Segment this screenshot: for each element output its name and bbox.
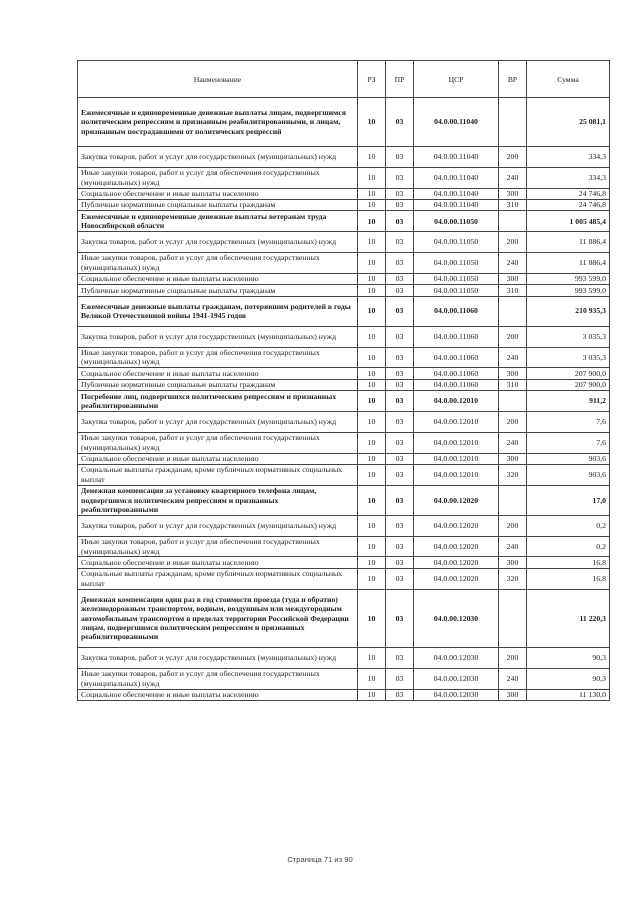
row-rz: 10 [358, 326, 386, 347]
row-name: Социальное обеспечение и иные выплаты населению [78, 368, 358, 379]
row-sum: 25 081,1 [527, 98, 610, 147]
row-vr: 320 [499, 464, 527, 485]
row-name: Закупка товаров, работ и услуг для государственных (муниципальных) нужд [78, 515, 358, 536]
table-row [78, 199, 610, 210]
row-pr: 03 [386, 689, 414, 700]
row-sum: 7,6 [527, 411, 610, 432]
table-row [78, 391, 610, 412]
row-csr: 04.0.00.11040 [414, 188, 499, 199]
row-name: Погребение лиц, подвергшихся политическим репрессиям и признанных реабилитированными [78, 391, 358, 412]
table-row [78, 568, 610, 589]
table-row [78, 689, 610, 700]
row-pr: 03 [386, 285, 414, 296]
row-pr: 03 [386, 252, 414, 273]
row-vr: 300 [499, 453, 527, 464]
row-rz: 10 [358, 347, 386, 368]
row-csr: 04.0.00.11060 [414, 296, 499, 326]
row-csr: 04.0.00.11050 [414, 273, 499, 284]
row-vr [499, 98, 527, 147]
row-name: Денежная компенсация за установку квартирного телефона лицам, подвергшимся политическим репрессиям и признанных реабилитированными [78, 485, 358, 515]
row-csr: 04.0.00.12020 [414, 557, 499, 568]
row-name: Закупка товаров, работ и услуг для государственных (муниципальных) нужд [78, 648, 358, 669]
row-csr: 04.0.00.11040 [414, 147, 499, 168]
row-name: Закупка товаров, работ и услуг для государственных (муниципальных) нужд [78, 411, 358, 432]
row-vr: 240 [499, 536, 527, 557]
row-rz: 10 [358, 411, 386, 432]
row-name: Закупка товаров, работ и услуг для государственных (муниципальных) нужд [78, 147, 358, 168]
row-sum: 11 220,3 [527, 589, 610, 647]
row-csr: 04.0.00.11050 [414, 211, 499, 232]
row-sum: 17,0 [527, 485, 610, 515]
table-body [78, 98, 610, 701]
row-name: Иные закупки товаров, работ и услуг для обеспечения государственных (муниципальных) нужд [78, 167, 358, 188]
table-header-row [78, 61, 610, 98]
row-rz: 10 [358, 273, 386, 284]
row-name: Денежная компенсация один раз в год стоимости проезда (туда и обратно) железнодорожным транспортом, водным, воздушным или междугородным автомобильным транспортом в пределах территории Российской Федерации лицам, подвергшимся политическим репрессиям и признанных реабилитированными [78, 589, 358, 647]
row-pr: 03 [386, 98, 414, 147]
row-csr: 04.0.00.12010 [414, 453, 499, 464]
row-sum: 24 746,8 [527, 188, 610, 199]
row-vr [499, 589, 527, 647]
row-vr: 240 [499, 432, 527, 453]
table-row [78, 147, 610, 168]
row-vr: 320 [499, 568, 527, 589]
row-rz: 10 [358, 689, 386, 700]
row-rz: 10 [358, 453, 386, 464]
row-pr: 03 [386, 515, 414, 536]
row-rz: 10 [358, 515, 386, 536]
table-row [78, 557, 610, 568]
row-name: Социальные выплаты гражданам, кроме публичных нормативных социальных выплат [78, 464, 358, 485]
row-name: Иные закупки товаров, работ и услуг для обеспечения государственных (муниципальных) нужд [78, 536, 358, 557]
row-vr: 310 [499, 285, 527, 296]
row-vr: 300 [499, 273, 527, 284]
row-name: Иные закупки товаров, работ и услуг для обеспечения государственных (муниципальных) нужд [78, 252, 358, 273]
row-name: Ежемесячные и единовременные денежные выплаты ветеранам труда Новосибирской области [78, 211, 358, 232]
row-rz: 10 [358, 147, 386, 168]
row-sum: 210 935,3 [527, 296, 610, 326]
row-vr: 200 [499, 147, 527, 168]
row-csr: 04.0.00.12030 [414, 648, 499, 669]
row-pr: 03 [386, 273, 414, 284]
row-sum: 7,6 [527, 432, 610, 453]
header-name: Наименование [78, 61, 358, 98]
row-name: Закупка товаров, работ и услуг для государственных (муниципальных) нужд [78, 232, 358, 253]
row-pr: 03 [386, 536, 414, 557]
row-name: Социальное обеспечение и иные выплаты населению [78, 188, 358, 199]
row-sum: 334,3 [527, 147, 610, 168]
row-sum: 334,3 [527, 167, 610, 188]
page-number: Страница 71 из 90 [287, 855, 353, 864]
row-rz: 10 [358, 432, 386, 453]
row-sum: 993 599,0 [527, 285, 610, 296]
row-vr: 310 [499, 379, 527, 390]
row-pr: 03 [386, 557, 414, 568]
row-pr: 03 [386, 411, 414, 432]
row-csr: 04.0.00.11050 [414, 252, 499, 273]
row-pr: 03 [386, 167, 414, 188]
row-name: Публичные нормативные социальные выплаты гражданам [78, 199, 358, 210]
row-sum: 16,8 [527, 568, 610, 589]
row-pr: 03 [386, 668, 414, 689]
row-csr: 04.0.00.12010 [414, 411, 499, 432]
table-row [78, 668, 610, 689]
row-sum: 11 886,4 [527, 252, 610, 273]
row-csr: 04.0.00.11050 [414, 285, 499, 296]
row-sum: 16,8 [527, 557, 610, 568]
row-vr: 300 [499, 368, 527, 379]
row-vr: 200 [499, 411, 527, 432]
row-csr: 04.0.00.12020 [414, 485, 499, 515]
row-sum: 207 900,0 [527, 379, 610, 390]
row-name: Иные закупки товаров, работ и услуг для обеспечения государственных (муниципальных) нужд [78, 347, 358, 368]
row-name: Социальное обеспечение и иные выплаты населению [78, 273, 358, 284]
row-name: Социальное обеспечение и иные выплаты населению [78, 689, 358, 700]
row-pr: 03 [386, 648, 414, 669]
row-csr: 04.0.00.11040 [414, 199, 499, 210]
row-name: Публичные нормативные социальные выплаты гражданам [78, 379, 358, 390]
row-csr: 04.0.00.12030 [414, 689, 499, 700]
row-vr: 200 [499, 515, 527, 536]
row-csr: 04.0.00.12030 [414, 668, 499, 689]
table-row [78, 188, 610, 199]
table-row [78, 515, 610, 536]
row-vr [499, 391, 527, 412]
row-rz: 10 [358, 557, 386, 568]
header-sum: Сумма [527, 61, 610, 98]
row-pr: 03 [386, 147, 414, 168]
row-name: Социальное обеспечение и иные выплаты населению [78, 453, 358, 464]
row-pr: 03 [386, 232, 414, 253]
row-rz: 10 [358, 252, 386, 273]
row-vr: 240 [499, 252, 527, 273]
header-vr: ВР [499, 61, 527, 98]
row-rz: 10 [358, 296, 386, 326]
row-vr: 300 [499, 689, 527, 700]
budget-table [77, 60, 610, 701]
row-name: Ежемесячные денежные выплаты гражданам, потерявшим родителей в годы Великой Отечественной войны 1941-1945 годов [78, 296, 358, 326]
row-sum: 1 005 485,4 [527, 211, 610, 232]
row-rz: 10 [358, 199, 386, 210]
table-row [78, 536, 610, 557]
row-vr [499, 485, 527, 515]
row-pr: 03 [386, 485, 414, 515]
row-vr: 300 [499, 188, 527, 199]
row-pr: 03 [386, 589, 414, 647]
row-rz: 10 [358, 285, 386, 296]
table-row [78, 273, 610, 284]
row-rz: 10 [358, 648, 386, 669]
row-rz: 10 [358, 536, 386, 557]
row-sum: 3 035,3 [527, 326, 610, 347]
table-row [78, 411, 610, 432]
row-sum: 11 130,0 [527, 689, 610, 700]
row-name: Иные закупки товаров, работ и услуг для обеспечения государственных (муниципальных) нужд [78, 668, 358, 689]
table-row [78, 167, 610, 188]
row-csr: 04.0.00.11040 [414, 98, 499, 147]
row-csr: 04.0.00.12010 [414, 391, 499, 412]
row-vr: 240 [499, 167, 527, 188]
row-csr: 04.0.00.11060 [414, 326, 499, 347]
row-rz: 10 [358, 232, 386, 253]
row-csr: 04.0.00.12010 [414, 464, 499, 485]
row-name: Социальные выплаты гражданам, кроме публичных нормативных социальных выплат [78, 568, 358, 589]
row-sum: 3 035,3 [527, 347, 610, 368]
row-rz: 10 [358, 211, 386, 232]
row-pr: 03 [386, 296, 414, 326]
row-pr: 03 [386, 188, 414, 199]
row-vr: 300 [499, 557, 527, 568]
row-pr: 03 [386, 326, 414, 347]
table-row [78, 296, 610, 326]
row-csr: 04.0.00.12030 [414, 589, 499, 647]
header-csr: ЦСР [414, 61, 499, 98]
row-csr: 04.0.00.11050 [414, 232, 499, 253]
row-csr: 04.0.00.11040 [414, 167, 499, 188]
row-csr: 04.0.00.12020 [414, 568, 499, 589]
row-rz: 10 [358, 464, 386, 485]
row-pr: 03 [386, 432, 414, 453]
row-vr: 200 [499, 326, 527, 347]
row-name: Иные закупки товаров, работ и услуг для обеспечения государственных (муниципальных) нужд [78, 432, 358, 453]
row-name: Закупка товаров, работ и услуг для государственных (муниципальных) нужд [78, 326, 358, 347]
row-sum: 24 746,8 [527, 199, 610, 210]
table-row [78, 648, 610, 669]
row-rz: 10 [358, 188, 386, 199]
header-pr: ПР [386, 61, 414, 98]
table-row [78, 252, 610, 273]
row-rz: 10 [358, 589, 386, 647]
row-rz: 10 [358, 379, 386, 390]
table-row [78, 347, 610, 368]
table-row [78, 379, 610, 390]
row-csr: 04.0.00.11060 [414, 379, 499, 390]
row-sum: 911,2 [527, 391, 610, 412]
row-sum: 0,2 [527, 536, 610, 557]
row-sum: 90,3 [527, 648, 610, 669]
row-rz: 10 [358, 485, 386, 515]
row-csr: 04.0.00.12020 [414, 536, 499, 557]
row-csr: 04.0.00.12010 [414, 432, 499, 453]
table-row [78, 232, 610, 253]
row-vr: 310 [499, 199, 527, 210]
table-row [78, 326, 610, 347]
row-pr: 03 [386, 199, 414, 210]
row-pr: 03 [386, 464, 414, 485]
table-row [78, 589, 610, 647]
row-vr [499, 211, 527, 232]
row-vr: 240 [499, 668, 527, 689]
row-name: Социальное обеспечение и иные выплаты населению [78, 557, 358, 568]
table-row [78, 453, 610, 464]
row-pr: 03 [386, 347, 414, 368]
row-csr: 04.0.00.11060 [414, 347, 499, 368]
row-sum: 0,2 [527, 515, 610, 536]
row-rz: 10 [358, 391, 386, 412]
row-vr: 240 [499, 347, 527, 368]
row-name: Публичные нормативные социальные выплаты гражданам [78, 285, 358, 296]
row-rz: 10 [358, 668, 386, 689]
table-row [78, 285, 610, 296]
row-pr: 03 [386, 391, 414, 412]
row-vr: 200 [499, 232, 527, 253]
row-vr: 200 [499, 648, 527, 669]
row-rz: 10 [358, 368, 386, 379]
row-sum: 903,6 [527, 464, 610, 485]
row-sum: 903,6 [527, 453, 610, 464]
table-row [78, 485, 610, 515]
row-csr: 04.0.00.12020 [414, 515, 499, 536]
row-rz: 10 [358, 167, 386, 188]
row-pr: 03 [386, 379, 414, 390]
row-sum: 90,3 [527, 668, 610, 689]
row-sum: 11 886,4 [527, 232, 610, 253]
row-pr: 03 [386, 568, 414, 589]
header-rz: РЗ [358, 61, 386, 98]
row-vr [499, 296, 527, 326]
row-pr: 03 [386, 453, 414, 464]
table-row [78, 368, 610, 379]
row-csr: 04.0.00.11060 [414, 368, 499, 379]
table-row [78, 432, 610, 453]
table-row [78, 98, 610, 147]
row-sum: 993 599,0 [527, 273, 610, 284]
table-row [78, 211, 610, 232]
row-rz: 10 [358, 98, 386, 147]
row-name: Ежемесячные и единовременные денежные выплаты лицам, подвергшимся политическим репрессиям и признанным реабилитированными, и лицам, признанным пострадавшими от политических репрессий [78, 98, 358, 147]
row-sum: 207 900,0 [527, 368, 610, 379]
table-row [78, 464, 610, 485]
row-pr: 03 [386, 211, 414, 232]
row-rz: 10 [358, 568, 386, 589]
row-pr: 03 [386, 368, 414, 379]
